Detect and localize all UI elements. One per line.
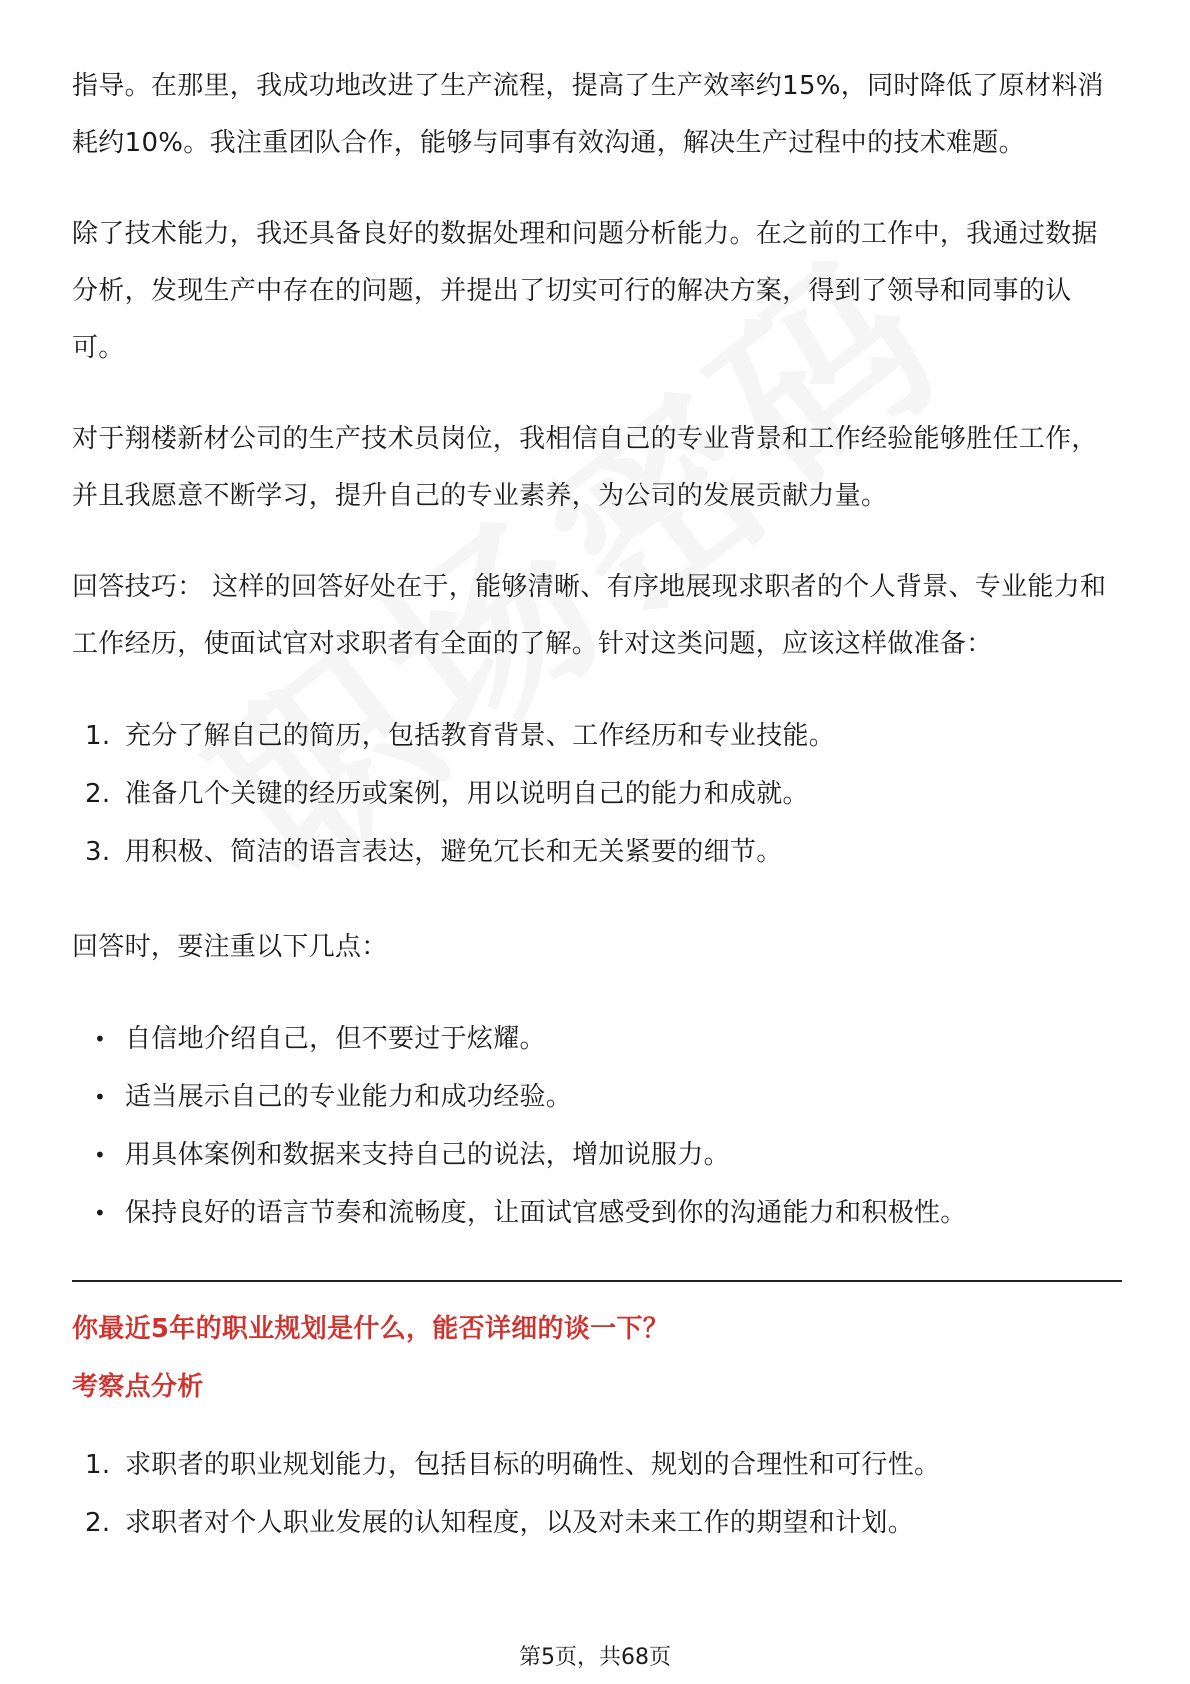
list-number: 2. <box>85 779 111 809</box>
list-item-text: 保持良好的语言节奏和流畅度，让面试官感受到你的沟通能力和积极性。 <box>125 1198 967 1228</box>
list-item-text: 求职者对个人职业发展的认知程度，以及对未来工作的期望和计划。 <box>125 1508 915 1538</box>
list-item-text: 自信地介绍自己，但不要过于炫耀。 <box>125 1024 546 1054</box>
list-item <box>72 1126 1122 1184</box>
list-item <box>72 1068 1122 1126</box>
list-number: 3. <box>85 837 111 867</box>
paragraph-position: 对于翔楼新材公司的生产技术员岗位，我相信自己的专业背景和工作经验能够胜任工作，并且我愿意不断学习，提升自己的专业素养，为公司的发展贡献力量。 <box>72 424 1098 511</box>
document-page <box>72 58 1122 1590</box>
attention-list <box>72 1010 1122 1242</box>
bullet-icon: • <box>94 1143 107 1167</box>
list-number: 2. <box>85 1508 111 1538</box>
list-item <box>72 1184 1122 1242</box>
bullet-icon: • <box>94 1085 107 1109</box>
list-item <box>72 707 1122 765</box>
paragraph-answer-tips: 回答技巧： 这样的回答好处在于，能够清晰、有序地展现求职者的个人背景、专业能力和工作经历，使面试官对求职者有全面的了解。针对这类问题，应该这样做准备： <box>72 572 1107 659</box>
section-divider <box>72 1280 1122 1282</box>
analysis-list <box>72 1436 1122 1552</box>
list-item-text: 用积极、简洁的语言表达，避免冗长和无关紧要的细节。 <box>125 837 783 867</box>
list-item-text: 准备几个关键的经历或案例，用以说明自己的能力和成就。 <box>125 779 809 809</box>
list-item <box>72 823 1122 881</box>
analysis-heading: 考察点分析 <box>72 1372 204 1402</box>
paragraph-skills: 除了技术能力，我还具备良好的数据处理和问题分析能力。在之前的工作中，我通过数据分析，发现生产中存在的问题，并提出了切实可行的解决方案，得到了领导和同事的认可。 <box>72 219 1098 363</box>
list-item <box>72 1436 1122 1494</box>
list-number: 1. <box>85 1450 111 1480</box>
list-item-text: 求职者的职业规划能力，包括目标的明确性、规划的合理性和可行性。 <box>125 1450 941 1480</box>
list-number: 1. <box>85 721 111 751</box>
question-heading: 你最近5年的职业规划是什么，能否详细的谈一下？ <box>72 1314 669 1344</box>
list-item-text: 适当展示自己的专业能力和成功经验。 <box>125 1082 573 1112</box>
bullet-icon: • <box>94 1201 107 1225</box>
list-item <box>72 1010 1122 1068</box>
page-footer: 第5页，共68页 <box>519 1645 671 1670</box>
list-item-text: 用具体案例和数据来支持自己的说法，增加说服力。 <box>125 1140 730 1170</box>
attention-intro: 回答时，要注重以下几点： <box>72 932 388 962</box>
list-item <box>72 765 1122 823</box>
paragraph-experience: 指导。在那里，我成功地改进了生产流程，提高了生产效率约15%，同时降低了原材料消耗约10%。我注重团队合作，能够与同事有效沟通，解决生产过程中的技术难题。 <box>72 71 1104 158</box>
list-item-text: 充分了解自己的简历，包括教育背景、工作经历和专业技能。 <box>125 721 836 751</box>
list-item <box>72 1494 1122 1552</box>
prep-list <box>72 707 1122 881</box>
bullet-icon: • <box>94 1027 107 1051</box>
